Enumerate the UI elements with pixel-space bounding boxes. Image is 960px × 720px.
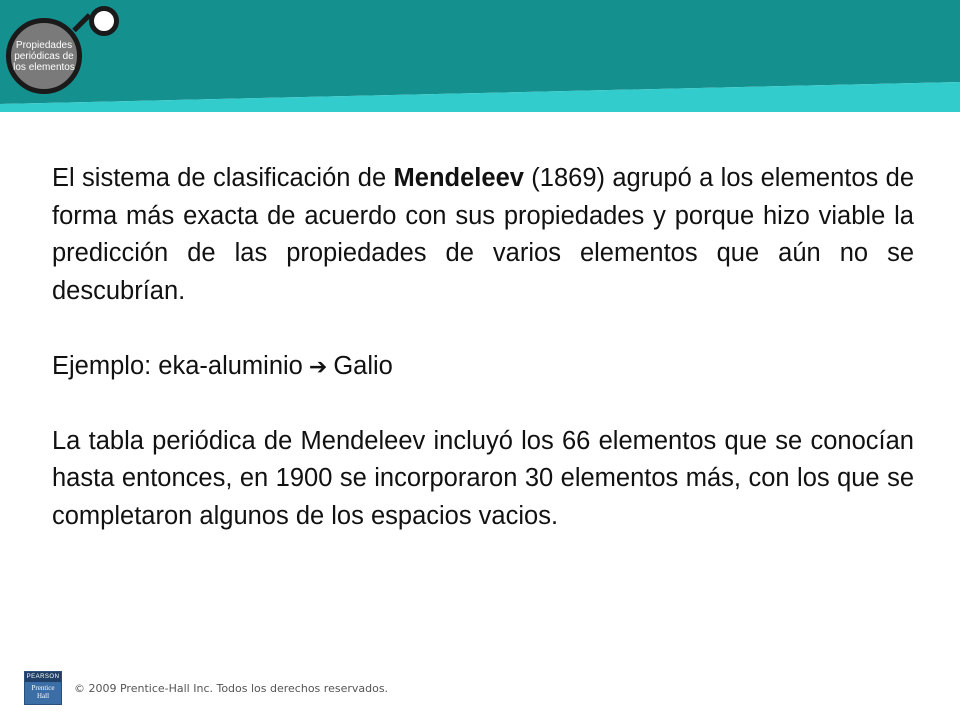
- topic-badge-label: Propiedades periódicas de los elementos: [13, 39, 75, 73]
- logo-brand: PEARSON: [26, 674, 60, 680]
- example-result: Galio: [333, 351, 393, 380]
- slide-body: [52, 160, 914, 535]
- pearson-logo: [24, 671, 62, 705]
- header-background: [0, 0, 960, 112]
- spacer: [52, 310, 914, 348]
- p1-text-bold: Mendeleev: [393, 164, 524, 192]
- example-line: [52, 348, 914, 386]
- topic-badge: [6, 18, 82, 94]
- p1-text-post: (1869) agrupó a los elementos de forma más exacta de acuerdo con sus propiedades y porque hizo viable la predicción de las propiedades de varios elementos que aún no se descubrían.: [52, 164, 915, 305]
- copyright-notice: © 2009 Prentice-Hall Inc. Todos los derechos reservados.: [74, 681, 389, 695]
- header-band: [0, 0, 960, 112]
- right-arrow-icon: ➔: [308, 353, 328, 379]
- footer: [24, 670, 388, 706]
- paragraph-table: La tabla periódica de Mendeleev incluyó los 66 elementos que se conocían hasta entonces, en 1900 se incorporaron 30 elementos más, con los que se completaron algunos de los espacios vacios.: [52, 426, 914, 530]
- badge-dot-icon: [89, 6, 119, 36]
- logo-imprint: Prentice Hall: [31, 684, 55, 700]
- spacer: [52, 385, 914, 423]
- paragraph-mendeleev: [52, 160, 914, 310]
- p1-text-pre: El sistema de clasificación de: [52, 164, 394, 192]
- example-label: Ejemplo: eka-aluminio: [52, 351, 303, 380]
